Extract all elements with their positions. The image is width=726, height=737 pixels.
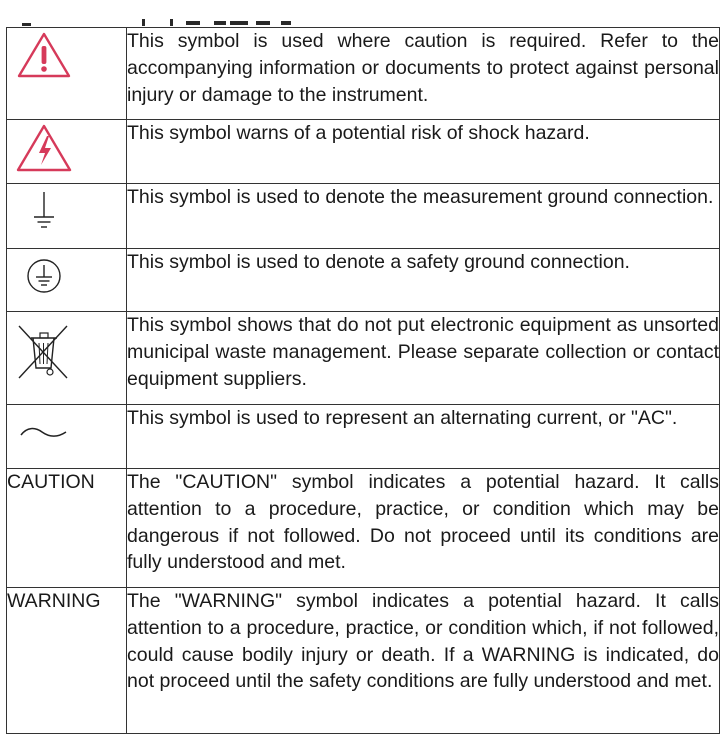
- symbol-cell: [7, 405, 127, 469]
- shock-hazard-icon: [7, 120, 126, 182]
- symbol-cell: [7, 28, 127, 120]
- warning-label: WARNING: [7, 588, 127, 734]
- symbol-description: This symbol is used to represent an alternating current, or "AC".: [127, 405, 720, 469]
- symbol-cell: [7, 312, 127, 405]
- table-row: [7, 120, 720, 184]
- symbol-description: This symbol is used to denote a safety ground connection.: [127, 249, 720, 312]
- table-row: [7, 249, 720, 312]
- table-row: [7, 405, 720, 469]
- symbol-description: The "CAUTION" symbol indicates a potential hazard. It calls attention to a procedure, practice, or condition which may be dangerous if not followed. Do not proceed until its conditions are fully understood and met.: [127, 469, 720, 588]
- caution-label: CAUTION: [7, 469, 127, 588]
- table-row: [7, 312, 720, 405]
- crossed-bin-icon: [7, 312, 126, 403]
- symbol-description: The "WARNING" symbol indicates a potential hazard. It calls attention to a procedure, practice, or condition which, if not followed, could cause bodily injury or death. If a WARNING is indicated, do not proceed until the safety conditions are fully understood and met.: [127, 588, 720, 734]
- caution-triangle-icon: [7, 28, 126, 118]
- symbol-description: This symbol is used where caution is required. Refer to the accompanying information or documents to protect against personal injury or damage to the instrument.: [127, 28, 720, 120]
- table-row: [7, 588, 720, 734]
- symbol-description: This symbol shows that do not put electronic equipment as unsorted municipal waste management. Please separate collection or contact equipment suppliers.: [127, 312, 720, 405]
- safety-symbols-table: [6, 27, 720, 734]
- symbol-description: This symbol warns of a potential risk of shock hazard.: [127, 120, 720, 184]
- symbol-description: This symbol is used to denote the measurement ground connection.: [127, 184, 720, 249]
- table-row: [7, 184, 720, 249]
- table-row: [7, 28, 720, 120]
- symbol-cell: [7, 120, 127, 184]
- table-row: [7, 469, 720, 588]
- alternating-current-icon: [7, 405, 126, 467]
- safety-ground-icon: [7, 249, 126, 310]
- measurement-ground-icon: [7, 184, 126, 247]
- symbol-cell: [7, 184, 127, 249]
- symbol-cell: [7, 249, 127, 312]
- cropped-heading-remnant: [0, 0, 726, 28]
